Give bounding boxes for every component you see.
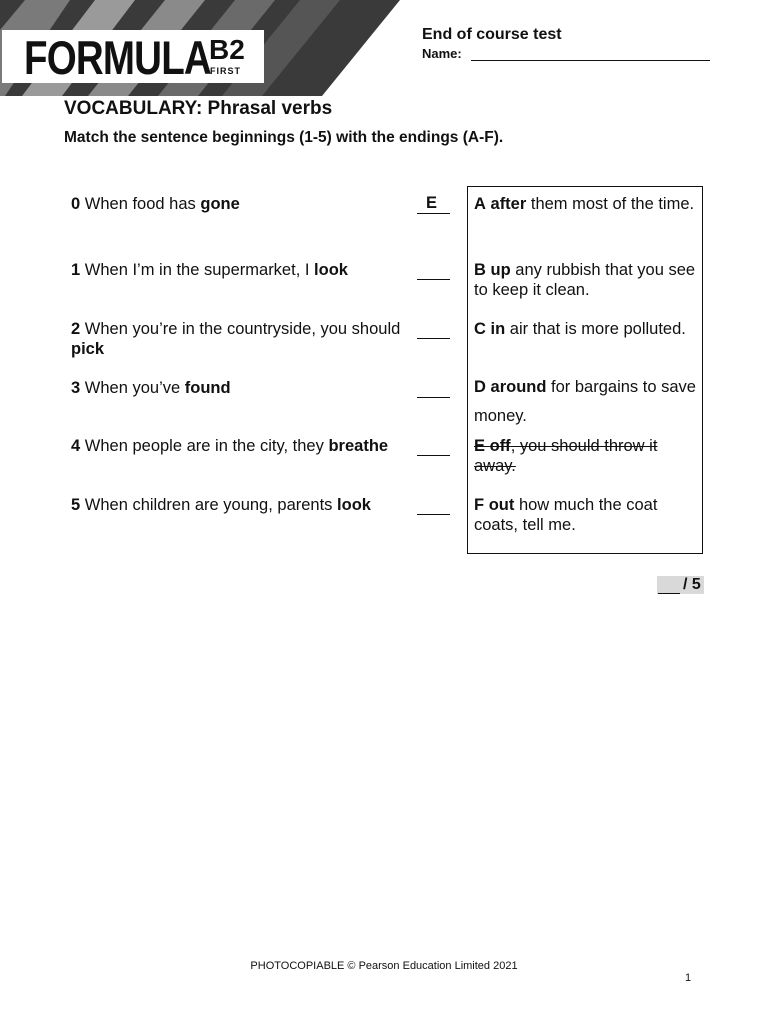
- ending-text: them most of the time.: [530, 195, 695, 213]
- instructions: Match the sentence beginnings (1-5) with the endings (A-F).: [64, 129, 504, 146]
- section-title: VOCABULARY: Phrasal verbs: [64, 98, 333, 119]
- answer-blank-1[interactable]: [417, 259, 450, 280]
- ending-e-used: [474, 436, 696, 476]
- item-verb: found: [184, 379, 231, 397]
- name-field[interactable]: [471, 60, 710, 61]
- ending-text: how much the coat coats, tell me.: [474, 496, 658, 534]
- ending-letter: B: [474, 261, 486, 279]
- item-number: 0: [71, 195, 81, 213]
- item-verb: gone: [200, 195, 240, 213]
- answer-blank-2[interactable]: [417, 318, 450, 339]
- item-4: [71, 436, 411, 456]
- logo-sub: FIRST: [210, 66, 241, 76]
- test-title: End of course test: [422, 26, 562, 43]
- item-3: [71, 378, 411, 398]
- answer-blank-3[interactable]: [417, 377, 450, 398]
- ending-a: [474, 194, 696, 214]
- item-text: When food has: [84, 195, 196, 213]
- item-text: When you’re in the countryside, you should: [84, 320, 401, 338]
- item-number: 5: [71, 496, 81, 514]
- ending-particle: out: [488, 496, 515, 514]
- item-5: [71, 495, 411, 515]
- ending-letter: F: [474, 496, 485, 514]
- ending-particle: around: [490, 378, 547, 396]
- item-verb: look: [337, 496, 371, 514]
- ending-c: [474, 319, 696, 339]
- logo-formula: FORMULA: [24, 31, 211, 84]
- ending-letter: A: [474, 195, 486, 213]
- ending-letter: D: [474, 378, 486, 396]
- footer-copyright: PHOTOCOPIABLE © Pearson Education Limited 2021: [250, 960, 518, 972]
- item-number: 2: [71, 320, 81, 338]
- name-label: Name:: [422, 46, 462, 61]
- logo-level: B2: [209, 34, 245, 65]
- score-total: / 5: [683, 576, 701, 593]
- item-2: [71, 319, 411, 359]
- ending-text: any rubbish that you see to keep it clean.: [474, 261, 696, 299]
- item-0: [71, 194, 411, 214]
- ending-text: , you should throw it away.: [474, 437, 658, 475]
- item-number: 4: [71, 437, 81, 455]
- item-verb: look: [314, 261, 348, 279]
- ending-letter: E: [474, 437, 486, 455]
- ending-text: air that is more polluted.: [509, 320, 686, 338]
- ending-particle: off: [489, 437, 511, 455]
- ending-particle: after: [490, 195, 527, 213]
- item-text: When people are in the city, they: [84, 437, 324, 455]
- score-field[interactable]: [658, 576, 680, 594]
- item-text: When children are young, parents: [84, 496, 333, 514]
- ending-particle: in: [490, 320, 506, 338]
- ending-f: [474, 495, 696, 535]
- item-text: When you’ve: [84, 379, 181, 397]
- item-verb: pick: [71, 340, 105, 358]
- ending-d: [474, 373, 696, 431]
- item-1: [71, 260, 411, 280]
- ending-letter: C: [474, 320, 486, 338]
- item-number: 3: [71, 379, 81, 397]
- ending-text: for bargains to save money.: [474, 378, 696, 425]
- answer-blank-5[interactable]: [417, 494, 450, 515]
- answer-blank-4[interactable]: [417, 435, 450, 456]
- item-verb: breathe: [328, 437, 389, 455]
- item-text: When I’m in the supermarket, I: [84, 261, 310, 279]
- ending-b: [474, 260, 696, 300]
- answer-example: E: [426, 194, 438, 212]
- page-number: 1: [685, 972, 692, 984]
- ending-particle: up: [490, 261, 511, 279]
- item-number: 1: [71, 261, 81, 279]
